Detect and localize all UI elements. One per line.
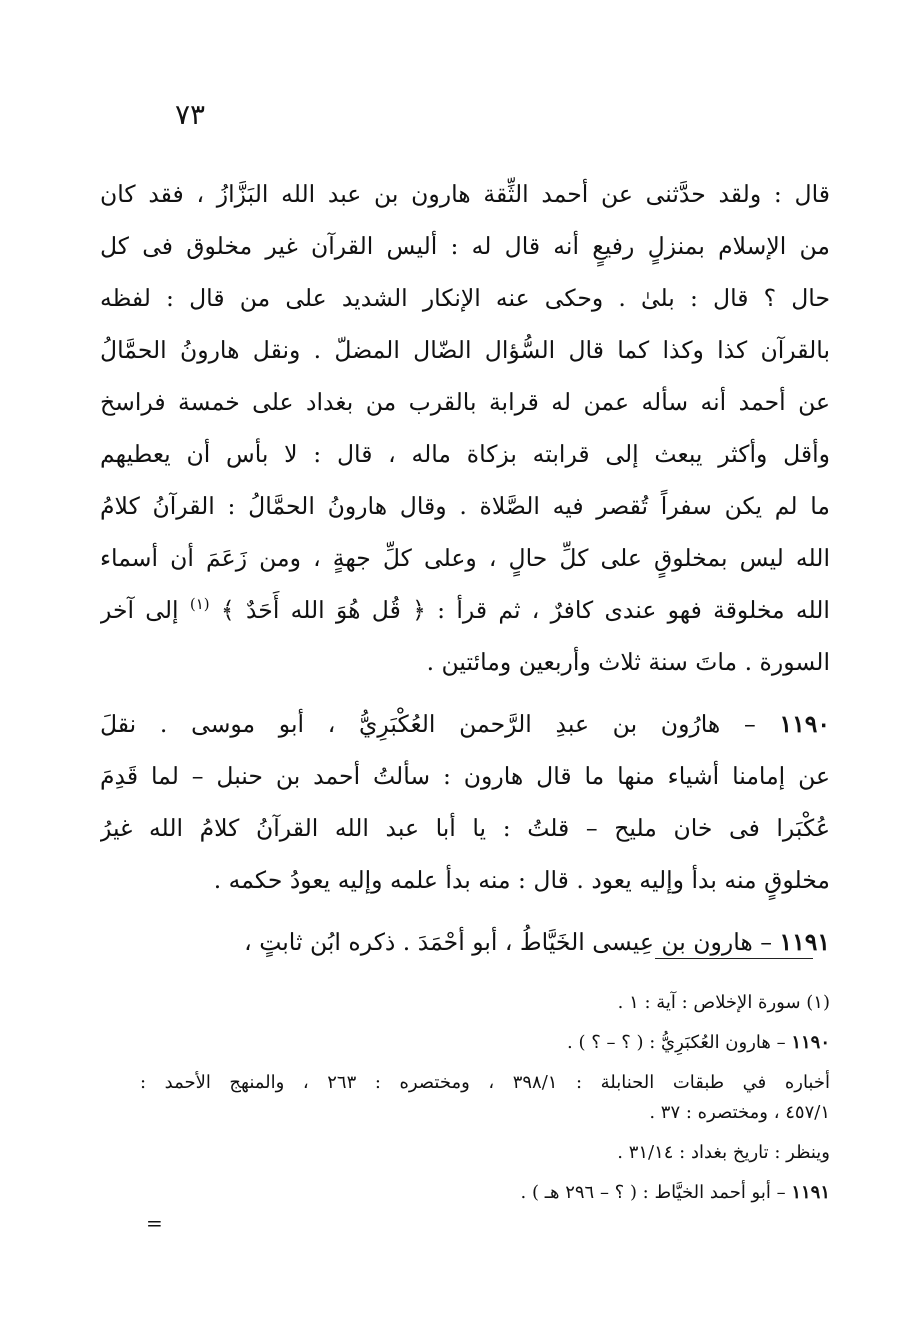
paragraph-gap: [100, 688, 830, 698]
text-line: حال ؟ قال : بلىٰ . وحكى عنه الإنكار الشديد على من قال : لفظه: [100, 284, 830, 312]
entry-heading-text: – هارون بن عِيسى الخَيَّاطُ ، أبو أحْمَدَ . ذكره ابُن ثابتٍ ،: [244, 928, 773, 956]
footnote-entry-number: ١١٩٠: [791, 1032, 830, 1053]
quran-verse-text: الله مخلوقة فهو عندى كافرٌ ، ثم قرأ : ﴿ قُل هُوَ الله أَحَدٌ ﴾: [220, 596, 830, 624]
footnotes: [140, 988, 830, 1208]
footnote-text: – هارون العُكبَرِيُّ : ( ؟ – ؟ ) .: [567, 1032, 786, 1053]
text-line: السورة . ماتَ سنة ثلاث وأربعين ومائتين .: [426, 648, 830, 676]
footnote-1: (١) سورة الإخلاص : آية : ١ .: [617, 992, 830, 1013]
entry-number: ١١٩٠: [779, 710, 830, 738]
footnote-1191: [140, 1178, 830, 1208]
text-line: قال : ولقد حدَّثنى عن أحمد الثِّقة هارون بن عبد الله البَزَّازُ ، فقد كان: [100, 180, 830, 208]
text-fragment: إلى آخر: [100, 596, 179, 624]
footnote-sources-line: أخباره في طبقات الحنابلة : ٣٩٨/١ ، ومختصره : ٢٦٣ ، والمنهج الأحمد :: [140, 1072, 830, 1093]
text-line: عُكْبَرا فى خان مليح – قلتُ : يا أبا عبد الله القرآنُ كلامُ الله غيرُ: [100, 814, 830, 842]
text-line: مخلوقٍ منه بدأ وإليه يعود . قال : منه بدأ علمه وإليه يعودُ حكمه .: [213, 866, 830, 894]
footnote-separator: [655, 958, 813, 959]
text-line-with-quran-verse: [100, 584, 830, 636]
continuation-mark: =: [146, 1211, 163, 1235]
entry-heading-text: – هارُون بن عبدِ الرَّحمن العُكْبَرِيُّ ، أبو موسى . نقلَ: [100, 710, 756, 738]
entry-1191-heading: [100, 916, 830, 968]
text-line: بالقرآن كذا وكذا كما قال السُّؤال الضّال المضلّ . ونقل هارونُ الحمَّالُ: [100, 336, 830, 364]
entry-number: ١١٩١: [779, 928, 830, 956]
text-line: وأقل وأكثر يبعث إلى قرابته بزكاة ماله ، قال : لا بأس أن يعطيهم: [100, 440, 830, 468]
footnote-see-also: وينظر : تاريخ بغداد : ٣١/١٤ .: [617, 1142, 830, 1163]
footnote-sources-line: ٤٥٧/١ ، ومختصره : ٣٧ .: [649, 1102, 830, 1123]
text-line: عن إمامنا أشياء منها ما قال هارون : سألتُ أحمد بن حنبل – لما قَدِمَ: [100, 762, 830, 790]
footnote-text: – أبو أحمد الخيَّاط : ( ؟ – ٢٩٦ هـ ) .: [520, 1182, 786, 1203]
page-number: ٧٣: [174, 98, 206, 131]
footnote-entry-number: ١١٩١: [791, 1182, 830, 1203]
text-line: عن أحمد أنه سأله عمن له قرابة بالقرب من بغداد على خمسة فراسخ: [100, 388, 830, 416]
text-line: ما لم يكن سفراً تُقصر فيه الصَّلاة . وقال هارونُ الحمَّالُ : القرآنُ كلامُ: [100, 492, 830, 520]
footnote-marker: (١): [189, 595, 210, 614]
paragraph-gap: [100, 906, 830, 916]
text-line: من الإسلام بمنزلٍ رفيعٍ أنه قال له : أليس القرآن غير مخلوق فى كل: [100, 232, 830, 260]
entry-1190-heading: [100, 698, 830, 750]
text-line: الله ليس بمخلوقٍ على كلِّ حالٍ ، وعلى كلِّ جهةٍ ، ومن زَعَمَ أن أسماء: [100, 544, 830, 572]
main-text: [100, 168, 830, 968]
footnote-1190: [140, 1028, 830, 1058]
